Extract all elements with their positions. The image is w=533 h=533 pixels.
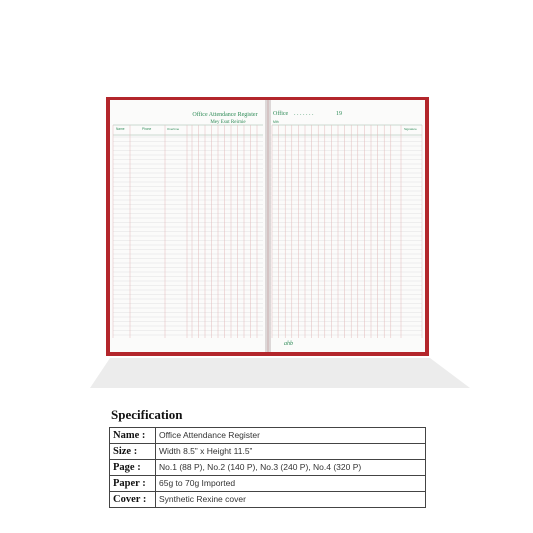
specification-table <box>109 427 426 508</box>
spec-row-cover <box>110 492 426 508</box>
right-page <box>270 100 425 352</box>
book-shadow <box>90 358 470 388</box>
left-phone-header: Phone <box>142 127 152 131</box>
left-name-header: Name <box>116 127 125 131</box>
right-dots: . . . . . . . <box>294 111 314 117</box>
left-overtime-header: Overtime <box>167 127 180 131</box>
right-office-header: Office <box>273 111 289 117</box>
spec-value: Width 8.5” x Height 11.5” <box>156 444 426 460</box>
spec-label: Paper : <box>110 476 156 492</box>
left-page <box>110 100 266 352</box>
spec-label: Size : <box>110 444 156 460</box>
right-signature-header: Signature <box>404 127 417 131</box>
spec-value: No.1 (88 P), No.2 (140 P), No.3 (240 P), No.4 (320 P) <box>156 460 426 476</box>
spec-label: Cover : <box>110 492 156 508</box>
register-subtitle: Mey Esut Reirnie <box>210 120 246 125</box>
spec-row-paper <box>110 476 426 492</box>
spec-value: 65g to 70g Imported <box>156 476 426 492</box>
register-title: Office Attendance Register <box>192 112 258 118</box>
spec-value: Synthetic Rexine cover <box>156 492 426 508</box>
spec-label: Page : <box>110 460 156 476</box>
specification-heading: Specification <box>111 407 183 422</box>
right-year-prefix: 19 <box>336 111 342 117</box>
spec-value: Office Attendance Register <box>156 428 426 444</box>
spec-row-size <box>110 444 426 460</box>
right-mth-header: Mth <box>273 120 279 124</box>
spec-row-name <box>110 428 426 444</box>
spec-label: Name : <box>110 428 156 444</box>
spec-row-page <box>110 460 426 476</box>
brand-mark: ahb <box>284 341 293 347</box>
